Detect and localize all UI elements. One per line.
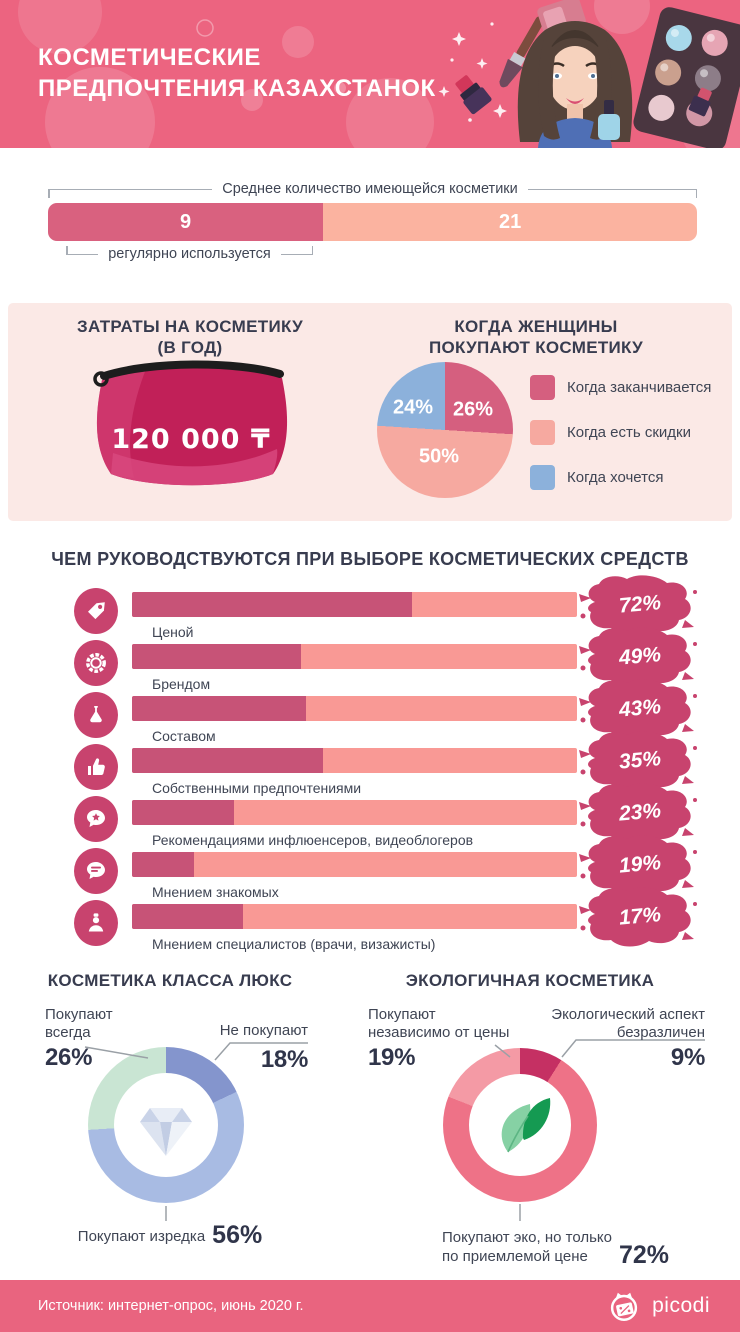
- legend-swatch: [530, 465, 555, 490]
- factor-value-label: 17%: [618, 903, 662, 930]
- thumbs-up-icon: [74, 744, 118, 790]
- factor-bar-track: [132, 644, 577, 669]
- brand-name: picodi: [652, 1294, 710, 1317]
- legend-label: Когда заканчивается: [567, 379, 712, 396]
- lux-title: КОСМЕТИКА КЛАССА ЛЮКС: [47, 971, 293, 990]
- source-note: Источник: интернет-опрос, июнь 2020 г.: [38, 1298, 304, 1314]
- avg-rest-value: 21: [498, 210, 522, 233]
- factor-value-label: 72%: [618, 591, 662, 618]
- pie-value-label: 24%: [392, 396, 434, 419]
- factor-value-label: 49%: [618, 643, 662, 670]
- factor-bar-fill: [132, 904, 243, 929]
- eyeshadow-palette-icon: [631, 5, 740, 148]
- factor-row: [0, 900, 740, 952]
- pie-value-label: 50%: [418, 445, 460, 468]
- leaves-icon: [490, 1094, 552, 1158]
- factor-label: Мнением специалистов (врачи, визажисты): [152, 936, 436, 952]
- factor-bar-fill: [132, 852, 194, 877]
- legend-swatch: [530, 375, 555, 400]
- factor-bar-track: [132, 852, 577, 877]
- chat-bubble-icon: [74, 848, 118, 894]
- factor-bar-track: [132, 800, 577, 825]
- legend-item: [530, 375, 711, 400]
- picodi-logo: [605, 1287, 710, 1325]
- legend-item: [530, 465, 663, 490]
- factor-bar-fill: [132, 644, 301, 669]
- factor-label: Мнением знакомых: [152, 884, 279, 900]
- page-title: [38, 42, 436, 104]
- brand-badge-icon: [74, 640, 118, 686]
- factor-bar-track: [132, 696, 577, 721]
- factor-bar-fill: [132, 592, 412, 617]
- factors-title: ЧЕМ РУКОВОДСТВУЮТСЯ ПРИ ВЫБОРЕ КОСМЕТИЧЕСКИХ СРЕДСТВ: [51, 549, 689, 569]
- eco-indiff-label: Экологический аспект безразличен: [551, 1006, 705, 1041]
- legend-label: Когда есть скидки: [567, 424, 691, 441]
- picodi-mascot-icon: [605, 1287, 643, 1325]
- lipstick-icon: [451, 71, 493, 115]
- lux-always-label: Покупают всегда: [45, 1006, 113, 1041]
- spend-amount: 120 000 ₸: [111, 423, 271, 455]
- page-title-line1: КОСМЕТИЧЕСКИЕ: [38, 44, 261, 71]
- factor-label: Брендом: [152, 676, 211, 692]
- factor-label: Рекомендациями инфлюенсеров, видеоблогеров: [152, 832, 474, 848]
- page-title-line2: ПРЕДПОЧТЕНИЯ КАЗАХСТАНОК: [38, 75, 436, 102]
- lux-never-label: Не покупают: [219, 1022, 308, 1039]
- factor-bar-fill: [132, 696, 306, 721]
- factor-label: Составом: [152, 728, 216, 744]
- lux-never-pct: 18%: [260, 1046, 308, 1073]
- header-banner: [0, 0, 740, 148]
- spend-title: ЗАТРАТЫ НА КОСМЕТИКУ (В ГОД): [77, 317, 303, 357]
- factor-value-label: 23%: [618, 799, 662, 826]
- lux-sometimes-label: Покупают изредка 56%: [77, 1221, 263, 1249]
- eco-price-label: Покупают независимо от цены: [368, 1006, 510, 1041]
- eco-price-pct: 19%: [368, 1044, 416, 1071]
- star-bubble-icon: [74, 796, 118, 842]
- avg-cosmetics-bar: [48, 203, 697, 241]
- footer-bar: [0, 1280, 740, 1332]
- flask-icon: [74, 692, 118, 738]
- avg-bottom-label: регулярно используется: [66, 246, 313, 262]
- factor-label: Собственными предпочтениями: [152, 780, 362, 796]
- legend-label: Когда хочется: [567, 469, 664, 486]
- factor-bar-track: [132, 748, 577, 773]
- factor-value-label: 35%: [618, 747, 662, 774]
- specialist-icon: [74, 900, 118, 946]
- factor-bar-fill: [132, 800, 234, 825]
- eco-indiff-pct: 9%: [670, 1044, 705, 1071]
- eco-buy-label: Покупают эко, но только по приемлемой цене 72%: [442, 1229, 670, 1269]
- factor-value-label: 19%: [618, 851, 662, 878]
- factor-value-splash: [577, 886, 699, 948]
- diamond-icon: [134, 1100, 198, 1158]
- factor-value-label: 43%: [618, 695, 662, 722]
- legend-swatch: [530, 420, 555, 445]
- avg-used-segment: [48, 203, 323, 241]
- legend-item: [530, 420, 691, 445]
- avg-top-label: Среднее количество имеющейся косметики: [0, 181, 740, 197]
- avg-used-value: 9: [180, 210, 192, 233]
- when-buy-title: КОГДА ЖЕНЩИНЫ ПОКУПАЮТ КОСМЕТИКУ: [428, 317, 644, 357]
- when-buy-pie: [377, 362, 513, 498]
- factor-bar-track: [132, 592, 577, 617]
- factor-bar-fill: [132, 748, 323, 773]
- factor-label: Ценой: [152, 624, 194, 640]
- pie-value-label: 26%: [452, 398, 494, 421]
- avg-rest-segment: [323, 203, 697, 241]
- price-tag-icon: [74, 588, 118, 634]
- lux-always-pct: 26%: [45, 1044, 93, 1071]
- factor-bar-track: [132, 904, 577, 929]
- eco-title: ЭКОЛОГИЧНАЯ КОСМЕТИКА: [405, 971, 655, 990]
